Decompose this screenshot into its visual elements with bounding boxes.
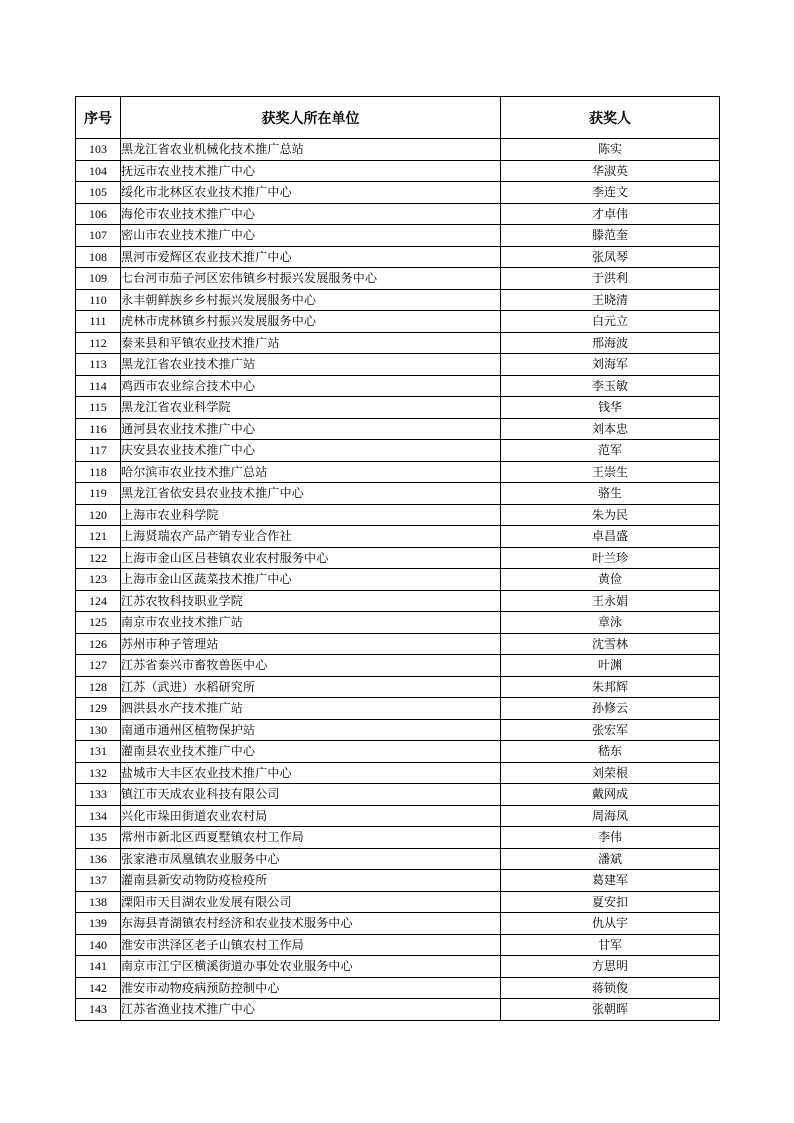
row-number: 131 [76,741,121,763]
row-unit: 虎林市虎林镇乡村振兴发展服务中心 [121,311,501,333]
row-number: 107 [76,225,121,247]
row-unit: 哈尔滨市农业技术推广总站 [121,461,501,483]
row-awardee: 王晓清 [501,289,720,311]
table-row [76,461,720,483]
row-unit: 海伦市农业技术推广中心 [121,203,501,225]
table-row [76,741,720,763]
row-awardee: 李伟 [501,827,720,849]
row-awardee: 陈实 [501,139,720,161]
row-number: 123 [76,569,121,591]
table-row [76,999,720,1021]
row-awardee: 张朝晖 [501,999,720,1021]
table-row [76,311,720,333]
row-awardee: 朱为民 [501,504,720,526]
row-awardee: 沈雪林 [501,633,720,655]
table-row [76,805,720,827]
header-number: 序号 [76,97,121,139]
row-unit: 永丰朝鲜族乡乡村振兴发展服务中心 [121,289,501,311]
row-unit: 溧阳市天目湖农业发展有限公司 [121,891,501,913]
row-awardee: 孙修云 [501,698,720,720]
table-header [76,97,720,139]
table-row [76,784,720,806]
row-number: 129 [76,698,121,720]
table-body [76,139,720,1021]
row-number: 143 [76,999,121,1021]
row-number: 110 [76,289,121,311]
table-row [76,203,720,225]
row-number: 105 [76,182,121,204]
row-number: 116 [76,418,121,440]
row-unit: 黑龙江省农业机械化技术推广总站 [121,139,501,161]
row-number: 124 [76,590,121,612]
row-awardee: 钱华 [501,397,720,419]
table-row [76,289,720,311]
row-unit: 鸡西市农业综合技术中心 [121,375,501,397]
header-awardee: 获奖人 [501,97,720,139]
table-row [76,418,720,440]
row-awardee: 刘海军 [501,354,720,376]
row-unit: 黑河市爱辉区农业技术推广中心 [121,246,501,268]
row-unit: 淮安市动物疫病预防控制中心 [121,977,501,999]
table-row [76,268,720,290]
table-row [76,827,720,849]
row-number: 141 [76,956,121,978]
row-unit: 上海市农业科学院 [121,504,501,526]
row-number: 134 [76,805,121,827]
table-row [76,719,720,741]
award-table [75,96,720,1021]
table-row [76,934,720,956]
row-unit: 泗洪县水产技术推广站 [121,698,501,720]
table-row [76,977,720,999]
row-number: 137 [76,870,121,892]
row-unit: 江苏农牧科技职业学院 [121,590,501,612]
table-row [76,504,720,526]
row-number: 125 [76,612,121,634]
row-awardee: 华淑英 [501,160,720,182]
table-row [76,397,720,419]
row-awardee: 叶兰珍 [501,547,720,569]
row-unit: 灌南县农业技术推广中心 [121,741,501,763]
row-unit: 通河县农业技术推广中心 [121,418,501,440]
row-unit: 上海贤瑞农产品产销专业合作社 [121,526,501,548]
row-unit: 南通市通州区植物保护站 [121,719,501,741]
row-number: 122 [76,547,121,569]
row-unit: 南京市江宁区横溪街道办事处农业服务中心 [121,956,501,978]
row-number: 103 [76,139,121,161]
table-row [76,354,720,376]
row-number: 135 [76,827,121,849]
row-awardee: 蒋锁俊 [501,977,720,999]
row-awardee: 骆生 [501,483,720,505]
header-unit: 获奖人所在单位 [121,97,501,139]
header-row [76,97,720,139]
row-awardee: 邢海波 [501,332,720,354]
table-row [76,956,720,978]
table-row [76,655,720,677]
row-awardee: 嵇东 [501,741,720,763]
row-unit: 庆安县农业技术推广中心 [121,440,501,462]
row-number: 139 [76,913,121,935]
table-row [76,246,720,268]
table-row [76,332,720,354]
row-unit: 绥化市北林区农业技术推广中心 [121,182,501,204]
row-unit: 江苏省渔业技术推广中心 [121,999,501,1021]
row-number: 140 [76,934,121,956]
row-unit: 密山市农业技术推广中心 [121,225,501,247]
row-awardee: 甘军 [501,934,720,956]
row-number: 138 [76,891,121,913]
row-number: 112 [76,332,121,354]
row-unit: 上海市金山区蔬菜技术推广中心 [121,569,501,591]
row-number: 114 [76,375,121,397]
row-number: 120 [76,504,121,526]
row-number: 108 [76,246,121,268]
table-row [76,913,720,935]
table-row [76,526,720,548]
row-awardee: 潘斌 [501,848,720,870]
table-row [76,375,720,397]
row-unit: 黑龙江省依安县农业技术推广中心 [121,483,501,505]
row-unit: 江苏（武进）水稻研究所 [121,676,501,698]
row-awardee: 戴网成 [501,784,720,806]
row-unit: 灌南县新安动物防疫检疫所 [121,870,501,892]
row-number: 133 [76,784,121,806]
row-awardee: 滕范奎 [501,225,720,247]
row-number: 128 [76,676,121,698]
table-row [76,547,720,569]
row-awardee: 卓昌盛 [501,526,720,548]
row-awardee: 范军 [501,440,720,462]
table-row [76,891,720,913]
row-number: 113 [76,354,121,376]
row-awardee: 刘本忠 [501,418,720,440]
row-awardee: 张宏军 [501,719,720,741]
row-awardee: 周海凤 [501,805,720,827]
table-row [76,676,720,698]
row-number: 111 [76,311,121,333]
row-unit: 抚远市农业技术推广中心 [121,160,501,182]
table-row [76,139,720,161]
row-number: 117 [76,440,121,462]
row-unit: 常州市新北区西夏墅镇农村工作局 [121,827,501,849]
row-number: 121 [76,526,121,548]
row-unit: 江苏省泰兴市畜牧兽医中心 [121,655,501,677]
row-unit: 七台河市茄子河区宏伟镇乡村振兴发展服务中心 [121,268,501,290]
row-awardee: 葛建军 [501,870,720,892]
row-number: 109 [76,268,121,290]
table-row [76,440,720,462]
row-unit: 黑龙江省农业技术推广站 [121,354,501,376]
table-row [76,182,720,204]
row-unit: 淮安市洪泽区老子山镇农村工作局 [121,934,501,956]
row-unit: 东海县青湖镇农村经济和农业技术服务中心 [121,913,501,935]
row-unit: 盐城市大丰区农业技术推广中心 [121,762,501,784]
row-unit: 兴化市垛田街道农业农村局 [121,805,501,827]
row-unit: 张家港市凤凰镇农业服务中心 [121,848,501,870]
row-unit: 黑龙江省农业科学院 [121,397,501,419]
row-awardee: 朱邦辉 [501,676,720,698]
row-number: 142 [76,977,121,999]
row-unit: 苏州市种子管理站 [121,633,501,655]
row-unit: 镇江市天成农业科技有限公司 [121,784,501,806]
row-awardee: 夏安扣 [501,891,720,913]
row-number: 126 [76,633,121,655]
row-unit: 上海市金山区吕巷镇农业农村服务中心 [121,547,501,569]
row-awardee: 方思明 [501,956,720,978]
row-awardee: 才卓伟 [501,203,720,225]
row-number: 119 [76,483,121,505]
row-awardee: 张凤琴 [501,246,720,268]
table-row [76,160,720,182]
row-awardee: 仇从宇 [501,913,720,935]
row-number: 127 [76,655,121,677]
row-awardee: 于洪利 [501,268,720,290]
row-awardee: 黄俭 [501,569,720,591]
table-row [76,762,720,784]
row-number: 118 [76,461,121,483]
table-row [76,590,720,612]
row-awardee: 白元立 [501,311,720,333]
row-awardee: 章泳 [501,612,720,634]
row-number: 130 [76,719,121,741]
row-awardee: 王永娟 [501,590,720,612]
row-number: 104 [76,160,121,182]
row-awardee: 王崇生 [501,461,720,483]
row-awardee: 李连文 [501,182,720,204]
row-number: 136 [76,848,121,870]
row-unit: 泰来县和平镇农业技术推广站 [121,332,501,354]
row-unit: 南京市农业技术推广站 [121,612,501,634]
table-row [76,612,720,634]
row-awardee: 刘荣根 [501,762,720,784]
table-row [76,870,720,892]
table-row [76,569,720,591]
row-number: 132 [76,762,121,784]
row-number: 106 [76,203,121,225]
table-row [76,483,720,505]
table-row [76,848,720,870]
table-row [76,633,720,655]
row-number: 115 [76,397,121,419]
row-awardee: 叶渊 [501,655,720,677]
table-row [76,698,720,720]
table-row [76,225,720,247]
row-awardee: 李玉敏 [501,375,720,397]
